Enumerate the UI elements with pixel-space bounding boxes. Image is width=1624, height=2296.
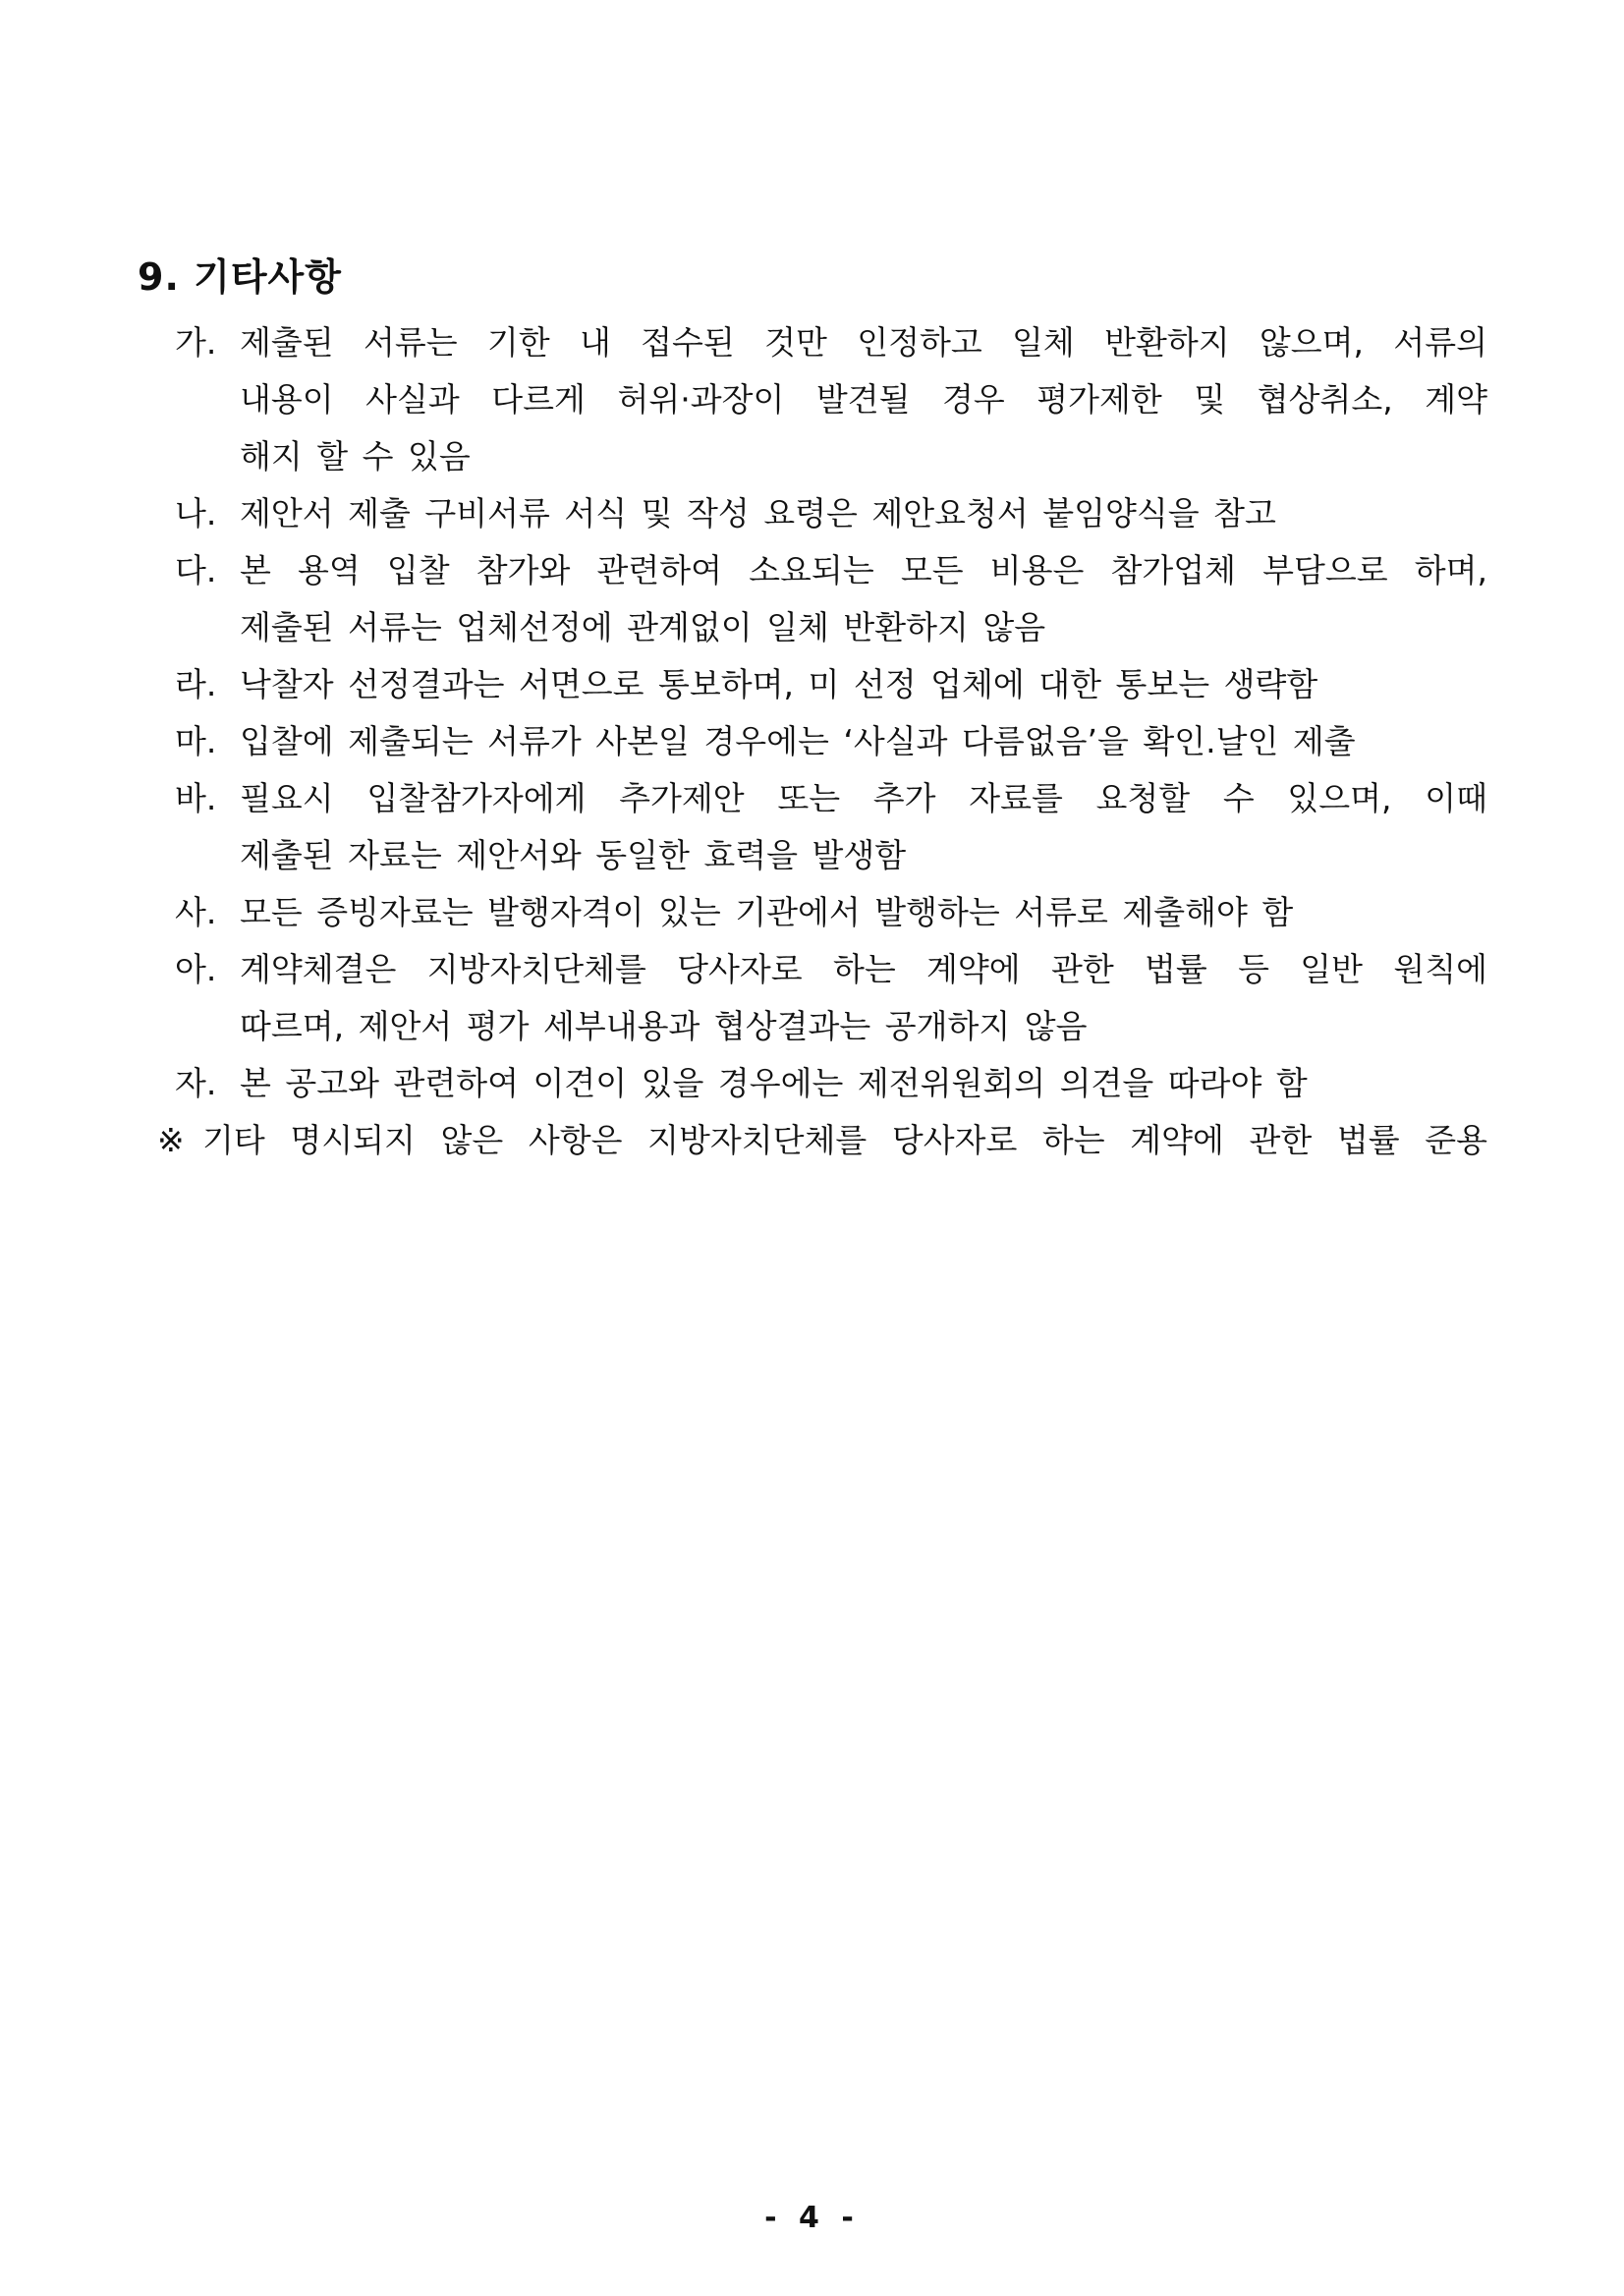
list-item-line	[0, 314, 1624, 371]
list-item-marker: 자.	[175, 1064, 217, 1102]
list-item-text: 필요시 입찰참가자에게 추가제안 또는 추가 자료를 요청할 수 있으며, 이때	[240, 779, 1487, 817]
list-item-line	[0, 770, 1624, 827]
list-item-text: 모든 증빙자료는 발행자격이 있는 기관에서 발행하는 서류로 제출해야 함	[240, 893, 1294, 931]
list-item-marker: 마.	[175, 722, 217, 760]
list-item-line	[0, 428, 1624, 485]
list-item-line	[0, 542, 1624, 599]
note-line	[0, 1112, 1624, 1169]
list-item-line	[0, 485, 1624, 542]
list-item-text: 제안서 제출 구비서류 서식 및 작성 요령은 제안요청서 붙임양식을 참고	[240, 494, 1276, 532]
list-item-marker: 다.	[175, 551, 217, 589]
list-item-text: 본 용역 입찰 참가와 관련하여 소요되는 모든 비용은 참가업체 부담으로 하며,	[240, 551, 1487, 589]
section-title: 9. 기타사항	[138, 255, 342, 299]
list-item-text: 낙찰자 선정결과는 서면으로 통보하며, 미 선정 업체에 대한 통보는 생략함	[240, 665, 1318, 703]
list-item-line	[0, 599, 1624, 656]
reference-mark-icon: ※	[157, 1121, 185, 1159]
list-item-marker: 가.	[175, 323, 217, 362]
list-item-line	[0, 713, 1624, 770]
list-item-text: 내용이 사실과 다르게 허위·과장이 발견될 경우 평가제한 및 협상취소, 계약	[240, 380, 1487, 419]
list-item-text: 본 공고와 관련하여 이견이 있을 경우에는 제전위원회의 의견을 따라야 함	[240, 1064, 1308, 1102]
note-text: 기타 명시되지 않은 사항은 지방자치단체를 당사자로 하는 계약에 관한 법률 준용	[202, 1121, 1487, 1159]
list-item-text: 해지 할 수 있음	[240, 437, 471, 476]
list-item-line	[0, 884, 1624, 941]
list-item-text: 계약체결은 지방자치단체를 당사자로 하는 계약에 관한 법률 등 일반 원칙에	[240, 950, 1487, 988]
list-item-text: 제출된 서류는 기한 내 접수된 것만 인정하고 일체 반환하지 않으며, 서류의	[240, 323, 1487, 362]
list-item-text: 제출된 서류는 업체선정에 관계없이 일체 반환하지 않음	[240, 608, 1046, 646]
page-number: - 4 -	[764, 2201, 860, 2235]
list-item-marker: 나.	[175, 494, 217, 532]
list-item-marker: 바.	[175, 779, 217, 817]
list-item-line	[0, 998, 1624, 1055]
list-item-line	[0, 371, 1624, 428]
list-item-marker: 아.	[175, 950, 217, 988]
list-item-line	[0, 1055, 1624, 1112]
list-item-marker: 라.	[175, 665, 217, 703]
list-item-line	[0, 656, 1624, 713]
list-item-text: 제출된 자료는 제안서와 동일한 효력을 발생함	[240, 836, 907, 874]
list-item-line	[0, 827, 1624, 884]
list-item-text: 따르며, 제안서 평가 세부내용과 협상결과는 공개하지 않음	[240, 1007, 1088, 1045]
list-item-line	[0, 941, 1624, 998]
list-item-marker: 사.	[175, 893, 217, 931]
list-item-text: 입찰에 제출되는 서류가 사본일 경우에는 ‘사실과 다름없음’을 확인.날인 제출	[240, 722, 1356, 760]
